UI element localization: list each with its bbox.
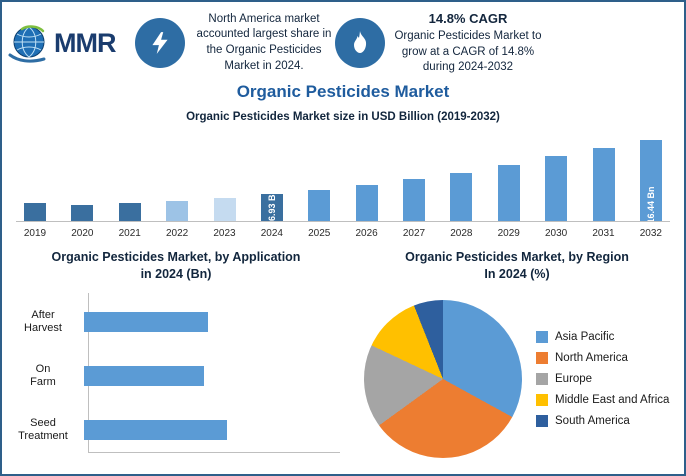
- x-tick-2028: 2028: [450, 228, 473, 239]
- bar-2024: [261, 188, 283, 232]
- bar-2021: [119, 203, 141, 221]
- x-tick-2027: 2027: [402, 228, 426, 239]
- bar-column: [253, 133, 291, 232]
- legend-swatch: [536, 415, 548, 427]
- bar-column: [300, 133, 338, 221]
- bar-column: [111, 133, 149, 221]
- bar-2025: [308, 190, 330, 221]
- application-bars: [2, 293, 350, 453]
- x-tick-2031: 2031: [592, 228, 615, 239]
- legend-label: Europe: [555, 372, 593, 385]
- application-bar-1: [84, 366, 204, 386]
- brand-logo: [8, 12, 136, 74]
- brand-name: MMR: [54, 27, 116, 58]
- legend-label: South America: [555, 414, 630, 427]
- application-label-0: After Harvest: [24, 308, 62, 334]
- header-text-2: [392, 10, 544, 75]
- bar-2029: [498, 165, 520, 221]
- bar-2022: [166, 201, 188, 221]
- bar-2020: [71, 205, 93, 221]
- legend-label: Middle East and Africa: [555, 393, 670, 406]
- bar-column: [348, 133, 386, 221]
- application-row: [2, 355, 340, 397]
- x-tick-2021: 2021: [118, 228, 141, 239]
- bar-column: [442, 133, 480, 221]
- header-text-1: North America market accounted largest share in the Organic Pesticides Market in 2024.: [196, 12, 332, 72]
- header-highlight-1: [136, 12, 336, 74]
- bar-chart-title: Organic Pesticides Market size in USD Billion (2019-2032): [186, 111, 500, 123]
- legend-item-4: [536, 415, 669, 427]
- bar-chart-axis: [16, 221, 670, 222]
- bar-column: [585, 133, 623, 221]
- bar-chart-x-labels: [16, 228, 670, 239]
- application-title-line2: in 2024 (Bn): [140, 266, 212, 281]
- legend-swatch: [536, 394, 548, 406]
- x-tick-2030: 2030: [545, 228, 568, 239]
- legend-item-3: [536, 394, 669, 406]
- bar-2023: [214, 198, 236, 221]
- cagr-description: Organic Pesticides Market to grow at a CAGR of 14.8% during 2024-2032: [394, 29, 542, 74]
- application-chart-title: [2, 249, 350, 283]
- bar-column: [490, 133, 528, 221]
- bar-column: [537, 133, 575, 221]
- bar-column: [395, 133, 433, 221]
- region-legend: [536, 331, 669, 427]
- bar-2027: [403, 179, 425, 221]
- bar-2031: [593, 148, 615, 221]
- x-tick-2023: 2023: [213, 228, 236, 239]
- page-title: Organic Pesticides Market: [236, 82, 450, 101]
- bar-value-label: 336.93 Bn: [266, 188, 277, 232]
- lightning-bolt-icon: [136, 19, 184, 67]
- legend-item-2: [536, 373, 669, 385]
- region-title-line1: Organic Pesticides Market, by Region: [405, 250, 629, 264]
- bar-value-label: 1016.44 Bn: [645, 186, 656, 234]
- bar-2026: [356, 185, 378, 221]
- region-pie-area: [350, 289, 684, 469]
- bar-2028: [450, 173, 472, 221]
- x-tick-2019: 2019: [23, 228, 47, 239]
- legend-item-1: [536, 352, 669, 364]
- application-x-axis: [88, 452, 340, 453]
- bar-column: [63, 133, 101, 221]
- bar-column: [206, 133, 244, 221]
- header-highlight-2: [336, 10, 544, 75]
- bar-column: [158, 133, 196, 221]
- application-row: [2, 409, 340, 451]
- bar-column: [16, 133, 54, 221]
- region-chart-title: [350, 249, 684, 283]
- lower-section: [2, 249, 684, 461]
- legend-label: Asia Pacific: [555, 330, 615, 343]
- application-bar-2: [84, 420, 227, 440]
- globe-icon: [8, 21, 52, 65]
- x-tick-2024: 2024: [260, 228, 283, 239]
- bar-2030: [545, 156, 567, 221]
- application-label-2: Seed Treatment: [18, 416, 68, 442]
- x-tick-2029: 2029: [497, 228, 520, 239]
- x-tick-2032: 2032: [639, 228, 662, 239]
- legend-swatch: [536, 373, 548, 385]
- application-bar-0: [84, 312, 208, 332]
- legend-swatch: [536, 352, 548, 364]
- application-row: [2, 301, 340, 343]
- flame-icon: [336, 19, 384, 67]
- bar-2019: [24, 203, 46, 221]
- application-label-1: On Farm: [30, 362, 56, 388]
- application-panel: [2, 249, 350, 461]
- x-tick-2025: 2025: [308, 228, 331, 239]
- cagr-heading: 14.8% CAGR: [428, 11, 508, 27]
- x-tick-2020: 2020: [71, 228, 94, 239]
- x-tick-2022: 2022: [166, 228, 189, 239]
- region-pie-chart: [364, 300, 522, 458]
- legend-label: North America: [555, 351, 628, 364]
- region-panel: [350, 249, 684, 461]
- legend-swatch: [536, 331, 548, 343]
- header: [2, 2, 684, 80]
- bar-chart: [16, 129, 670, 239]
- application-title-line1: Organic Pesticides Market, by Application: [51, 250, 301, 264]
- legend-item-0: [536, 331, 669, 343]
- x-tick-2026: 2026: [355, 228, 378, 239]
- region-title-line2: In 2024 (%): [484, 266, 550, 281]
